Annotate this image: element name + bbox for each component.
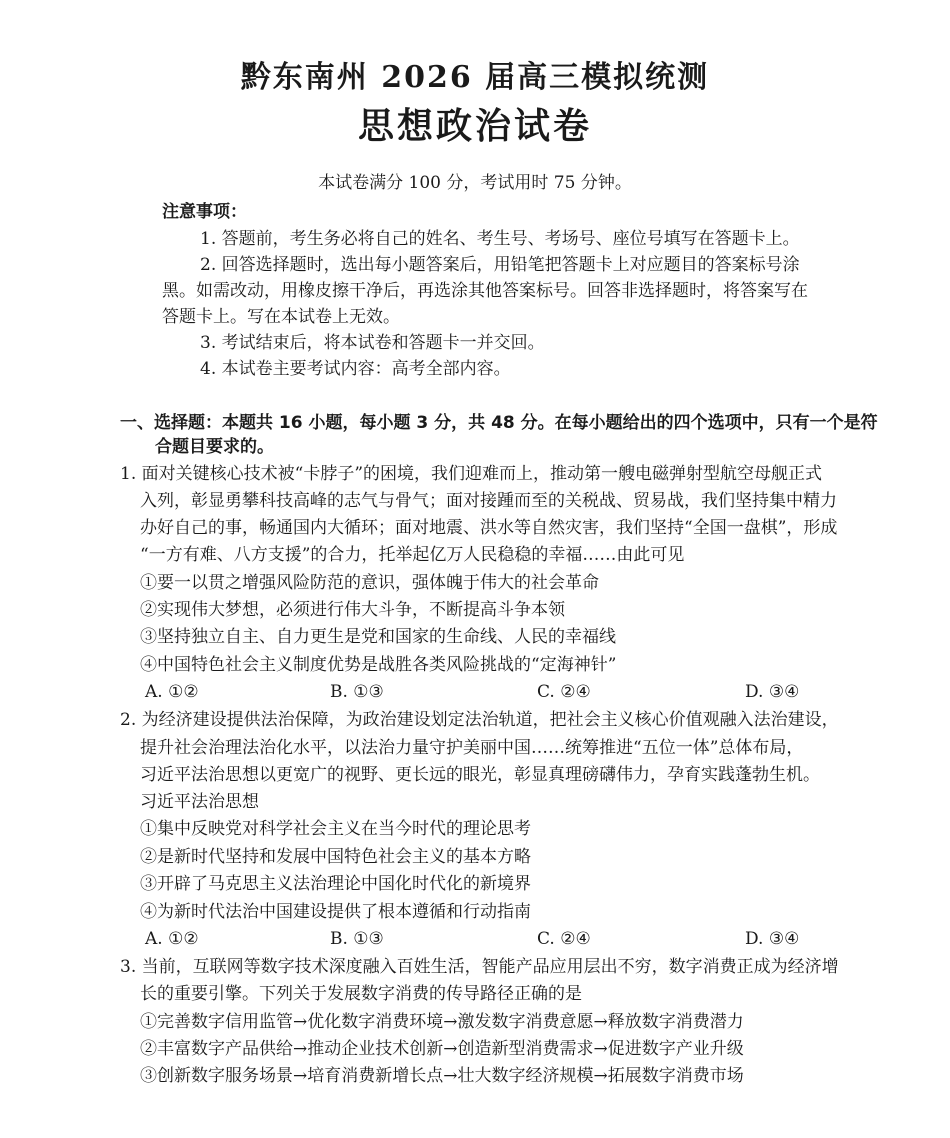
question-stem: 习近平法治思想: [140, 792, 259, 812]
statement-item: ②实现伟大梦想，必须进行伟大斗争，不断提高斗争本领: [140, 600, 565, 620]
subject-title: 思想政治试卷: [357, 105, 592, 147]
statement-item: ①要一以贯之增强风险防范的意识，强体魄于伟大的社会革命: [140, 573, 599, 593]
question-stem: 长的重要引擎。下列关于发展数字消费的传导路径正确的是: [140, 984, 582, 1004]
notice-line: 答题卡上。写在本试卷上无效。: [162, 307, 400, 327]
answer-option-d: D. ③④: [745, 929, 800, 949]
question-stem: 2. 为经济建设提供法治保障，为政治建设划定法治轨道，把社会主义核心价值观融入法治建设，: [120, 710, 839, 730]
answer-option-a: A. ①②: [145, 929, 199, 949]
notice-line: 4. 本试卷主要考试内容：高考全部内容。: [200, 359, 511, 379]
exam-title: 黔东南州 2026 届高三模拟统测: [240, 60, 710, 95]
statement-item: ③开辟了马克思主义法治理论中国化时代化的新境界: [140, 874, 531, 894]
statement-item: ①完善数字信用监管→优化数字消费环境→激发数字消费意愿→释放数字消费潜力: [140, 1012, 744, 1032]
question-stem: 入列，彰显勇攀科技高峰的志气与骨气；面对接踵而至的关税战、贸易战，我们坚持集中精力: [140, 491, 837, 511]
section-heading-cont: 合题目要求的。: [155, 437, 274, 457]
statement-item: ②是新时代坚持和发展中国特色社会主义的基本方略: [140, 847, 531, 867]
statement-item: ③创新数字服务场景→培育消费新增长点→壮大数字经济规模→拓展数字消费市场: [140, 1066, 744, 1086]
statement-item: ④中国特色社会主义制度优势是战胜各类风险挑战的“定海神针”: [140, 655, 617, 675]
question-stem: 提升社会治理法治化水平，以法治力量守护美丽中国……统筹推进“五位一体”总体布局，: [140, 738, 804, 758]
answer-option-b: B. ①③: [330, 929, 384, 949]
question-stem: 1. 面对关键核心技术被“卡脖子”的困境，我们迎难而上，推动第一艘电磁弹射型航空母舰正式: [120, 464, 823, 484]
answer-option-c: C. ②④: [537, 929, 591, 949]
statement-item: ②丰富数字产品供给→推动企业技术创新→创造新型消费需求→促进数字产业升级: [140, 1039, 744, 1059]
statement-item: ①集中反映党对科学社会主义在当今时代的理论思考: [140, 819, 531, 839]
exam-info: 本试卷满分 100 分，考试用时 75 分钟。: [318, 173, 632, 193]
question-stem: 办好自己的事，畅通国内大循环；面对地震、洪水等自然灾害，我们坚持“全国一盘棋”，形成: [140, 518, 838, 538]
statement-item: ④为新时代法治中国建设提供了根本遵循和行动指南: [140, 902, 531, 922]
statement-item: ③坚持独立自主、自力更生是党和国家的生命线、人民的幸福线: [140, 627, 616, 647]
notice-line: 2. 回答选择题时，选出每小题答案后，用铅笔把答题卡上对应题目的答案标号涂: [200, 255, 800, 275]
answer-option-b: B. ①③: [330, 682, 384, 702]
notice-heading: 注意事项：: [162, 202, 247, 222]
notice-line: 3. 考试结束后，将本试卷和答题卡一并交回。: [200, 333, 545, 353]
question-stem: 习近平法治思想以更宽广的视野、更长远的眼光，彰显真理磅礴伟力，孕育实践蓬勃生机。: [140, 765, 820, 785]
answer-option-c: C. ②④: [537, 682, 591, 702]
section-heading: 一、选择题：本题共 16 小题，每小题 3 分，共 48 分。在每小题给出的四个选项中，只有一个是符: [120, 413, 878, 433]
answer-option-a: A. ①②: [145, 682, 199, 702]
notice-line: 1. 答题前，考生务必将自己的姓名、考生号、考场号、座位号填写在答题卡上。: [200, 229, 800, 249]
notice-line: 黑。如需改动，用橡皮擦干净后，再选涂其他答案标号。回答非选择题时，将答案写在: [162, 281, 808, 301]
question-stem: “一方有难、八方支援”的合力，托举起亿万人民稳稳的幸福……由此可见: [140, 545, 685, 565]
answer-option-d: D. ③④: [745, 682, 800, 702]
question-stem: 3. 当前，互联网等数字技术深度融入百姓生活，智能产品应用层出不穷，数字消费正成为经济增: [120, 957, 839, 977]
